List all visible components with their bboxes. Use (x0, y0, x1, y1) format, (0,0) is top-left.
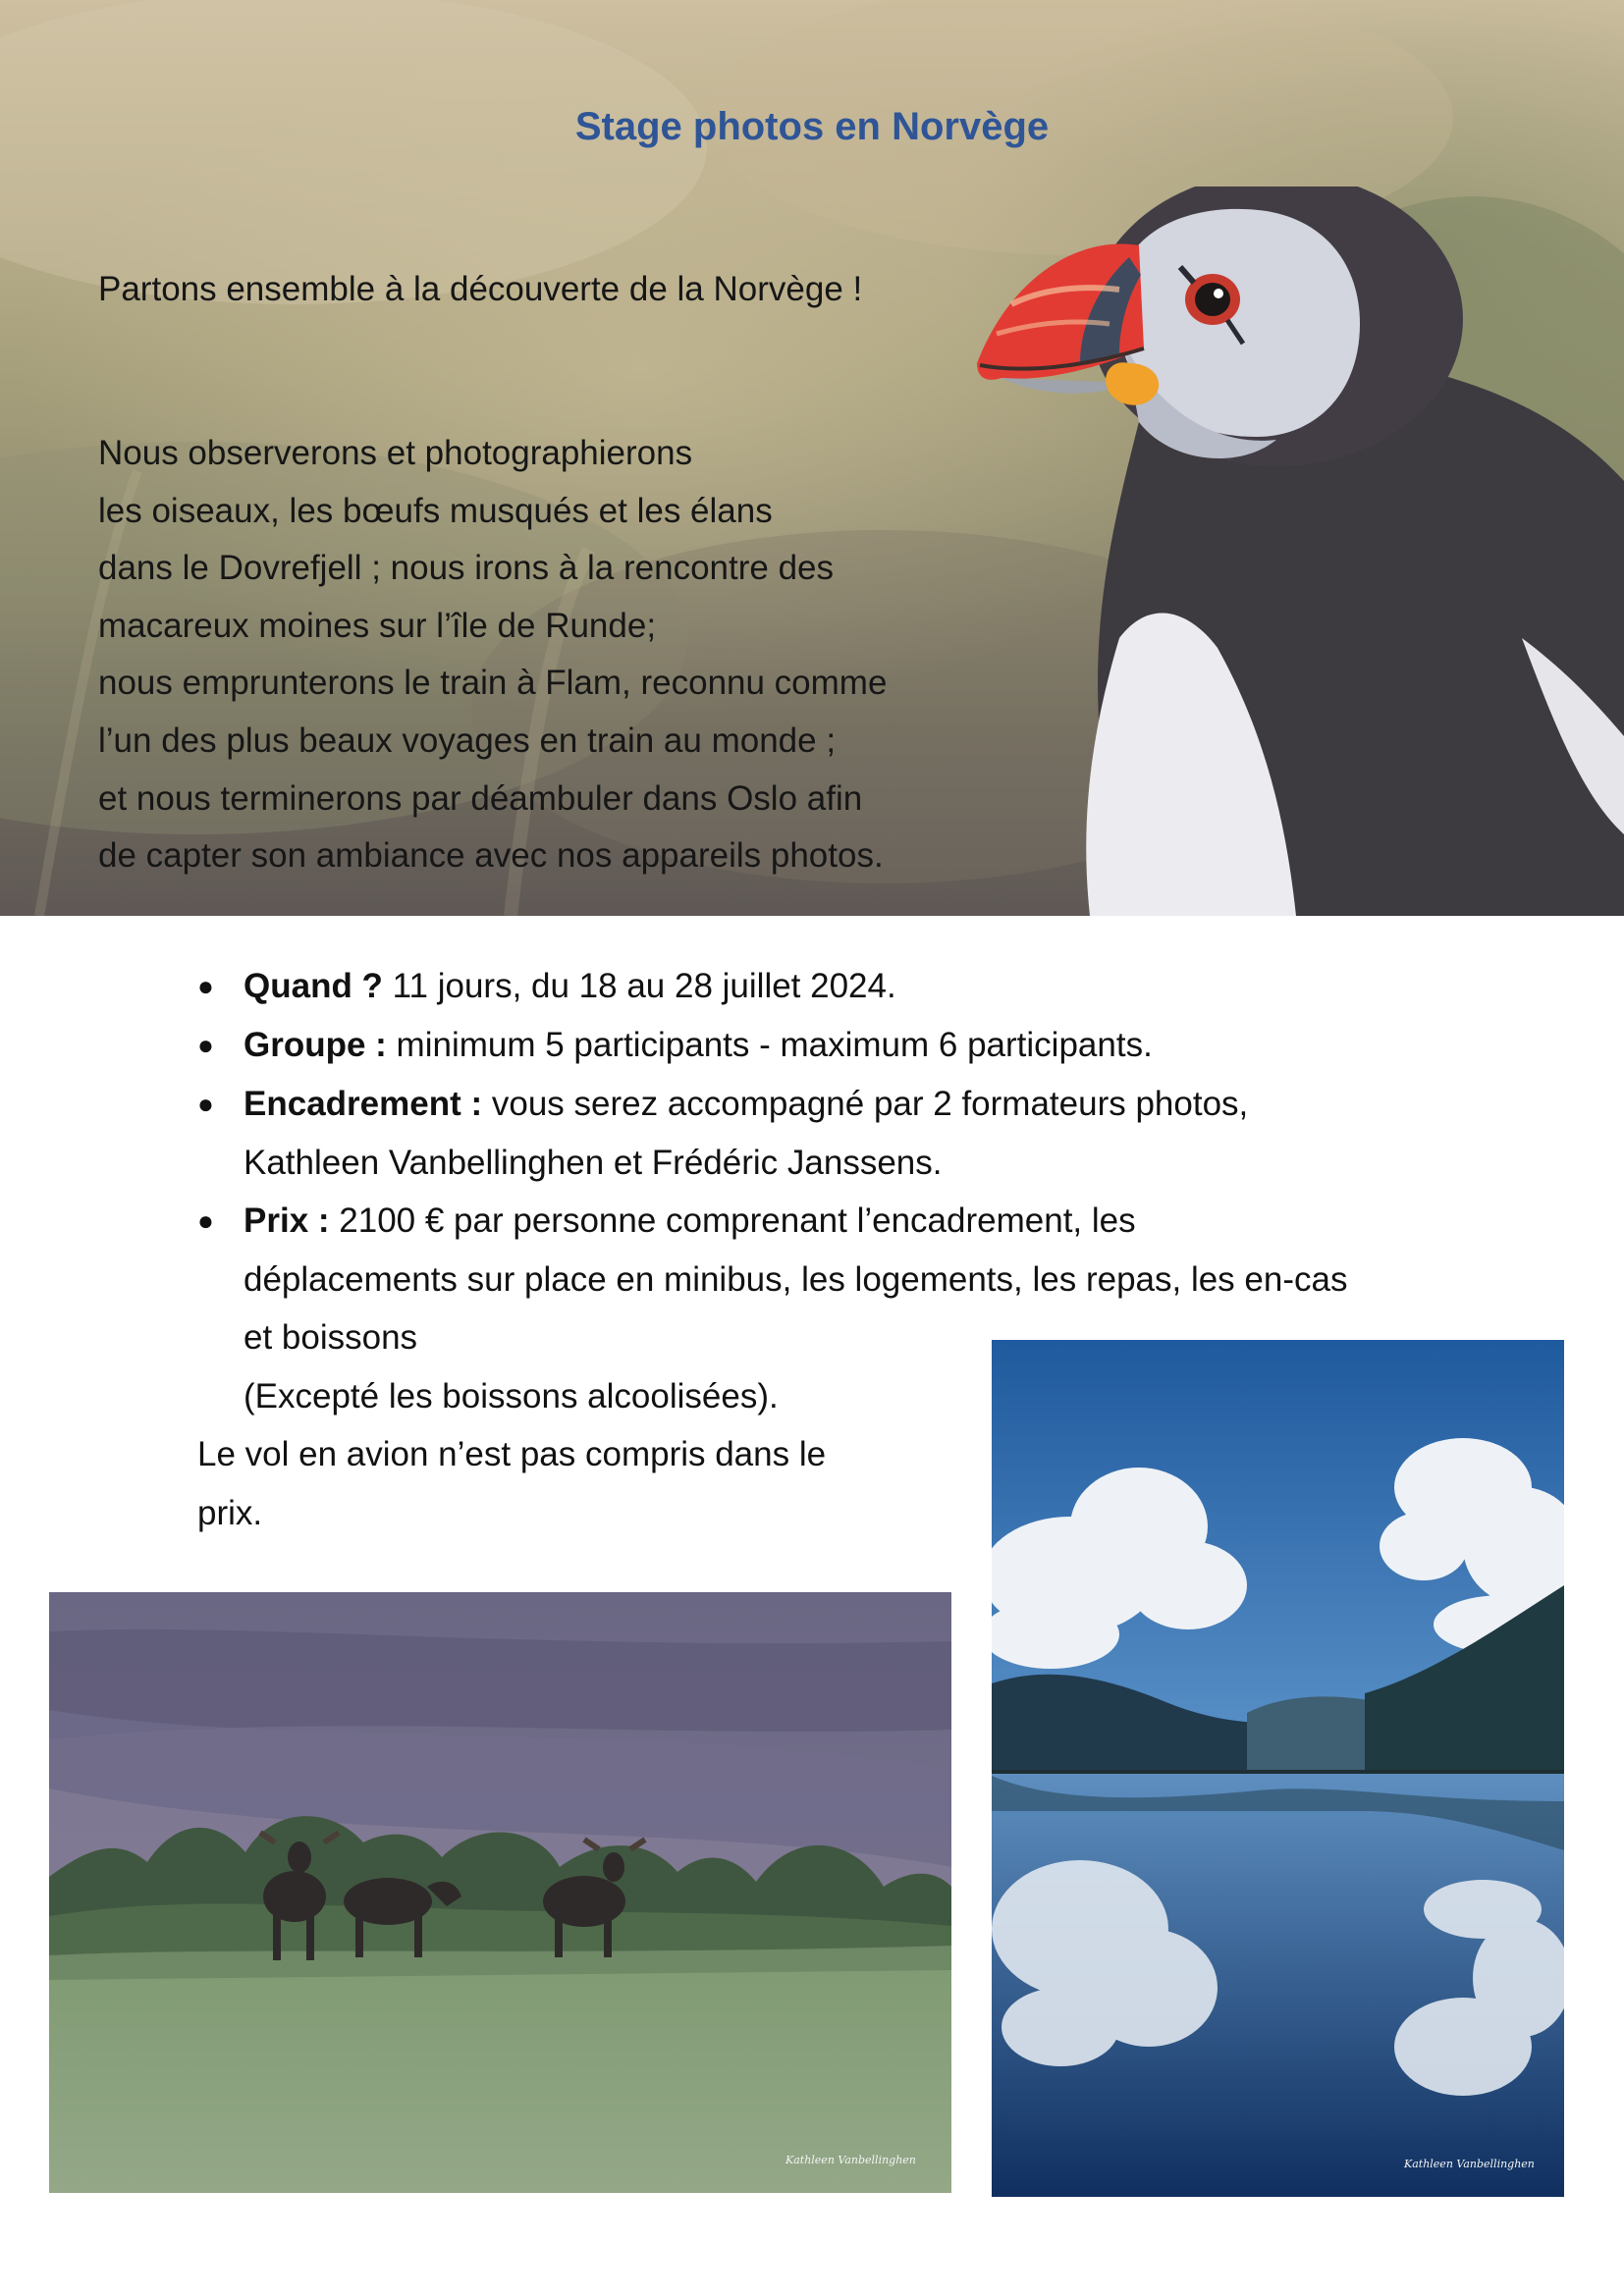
photo-credit: Kathleen Vanbellinghen (1404, 2158, 1535, 2170)
item-label: Prix : (244, 1201, 330, 1240)
hero-body-line: de capter son ambiance avec nos appareils photos. (98, 836, 884, 876)
hero-body-line: macareux moines sur l’île de Runde; (98, 606, 657, 645)
item-label: Groupe : (244, 1026, 387, 1064)
item-label: Quand ? (244, 967, 383, 1005)
item-text: 11 jours, du 18 au 28 juillet 2024. (382, 967, 896, 1005)
hero-body-line: les oiseaux, les bœufs musqués et les élans (98, 491, 773, 530)
elk-photo (49, 1592, 951, 2193)
bullet-icon: ● (197, 1205, 214, 1236)
item-continuation: Kathleen Vanbellinghen et Frédéric Janssens. (244, 1144, 943, 1182)
item-continuation: et boissons (244, 1318, 418, 1357)
hero-body-line: nous emprunterons le train à Flam, reconnu comme (98, 664, 888, 703)
elk-photo-illustration (49, 1592, 951, 2193)
fjord-photo-illustration (992, 1340, 1564, 2197)
page-title: Stage photos en Norvège (574, 105, 1050, 148)
item-label: Encadrement : (244, 1085, 483, 1123)
bullet-icon: ● (197, 1030, 214, 1060)
photo-credit: Kathleen Vanbellinghen (785, 2154, 916, 2166)
item-continuation: déplacements sur place en minibus, les logements, les repas, les en-cas (244, 1260, 1348, 1299)
hero-body-line: dans le Dovrefjell ; nous irons à la rencontre des (98, 549, 835, 588)
bullet-icon: ● (197, 971, 214, 1001)
bullet-icon: ● (197, 1089, 214, 1119)
flight-note-line: prix. (197, 1494, 263, 1532)
hero-body-line: Nous observerons et photographierons (98, 434, 693, 472)
item-text: 2100 € par personne comprenant l’encadrement, les (329, 1201, 1136, 1240)
item-continuation: (Excepté les boissons alcoolisées). (244, 1377, 779, 1415)
item-text: minimum 5 participants - maximum 6 participants. (386, 1026, 1153, 1064)
hero-body-line: l’un des plus beaux voyages en train au monde ; (98, 721, 837, 760)
fjord-photo (992, 1340, 1564, 2197)
intro-text: Partons ensemble à la découverte de la Norvège ! (98, 270, 863, 308)
hero-banner (0, 0, 1624, 916)
flight-note-line: Le vol en avion n’est pas compris dans le (197, 1435, 827, 1473)
item-text: vous serez accompagné par 2 formateurs photos, (482, 1085, 1249, 1123)
hero-body-line: et nous terminerons par déambuler dans Oslo afin (98, 778, 863, 818)
hero-body-text (98, 425, 1080, 885)
